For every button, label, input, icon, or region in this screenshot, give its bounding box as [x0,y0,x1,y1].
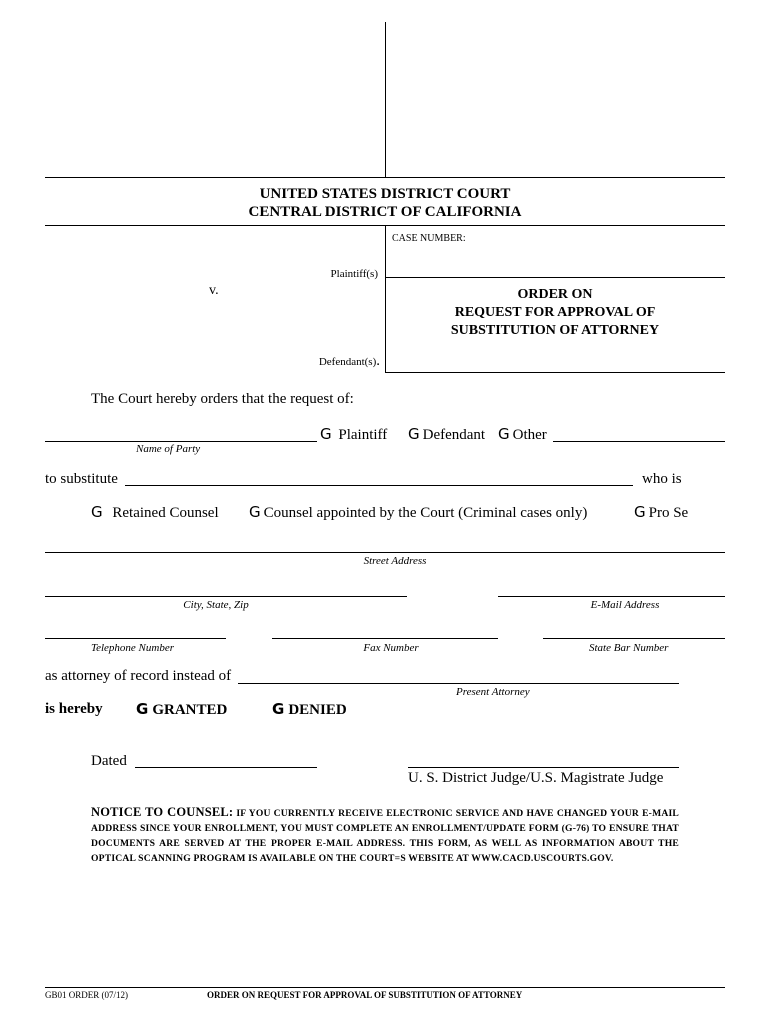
notice-to-counsel [91,805,679,866]
checkbox-pro-se[interactable]: G [634,503,646,521]
document-title-line3: SUBSTITUTION OF ATTORNEY [450,323,660,338]
caption-bottom-rule [385,372,725,373]
defendant-label [270,353,380,370]
checkbox-plaintiff[interactable]: G [320,425,332,443]
pro-se-option [634,503,688,522]
retained-counsel-option [91,503,219,522]
judge-signature-caption: U. S. District Judge/U.S. Magistrate Judge [408,770,664,786]
is-hereby-label: is hereby [45,701,103,717]
other-party-field[interactable] [553,441,725,442]
granted-label: GRANTED [152,702,228,718]
appointed-counsel-label: Counsel appointed by the Court (Criminal cases only) [263,505,588,521]
state-bar-caption: State Bar Number [589,642,669,654]
retained-counsel-label: Retained Counsel [112,505,219,521]
telephone-caption: Telephone Number [91,642,175,654]
judge-signature-field[interactable] [408,767,679,768]
who-is-label: who is [642,471,682,487]
versus-text: v. [209,283,219,298]
fax-field[interactable] [272,638,498,639]
case-number-label: CASE NUMBER: [392,233,466,244]
checkbox-defendant[interactable]: G [408,425,420,443]
party-checkbox-row [320,425,387,444]
substitute-attorney-field[interactable] [125,485,633,486]
state-bar-field[interactable] [543,638,725,639]
pro-se-label: Pro Se [648,505,689,521]
to-substitute-label: to substitute [45,471,118,487]
present-attorney-caption: Present Attorney [456,686,530,698]
footer-form-id: GB01 ORDER (07/12) [45,990,128,1000]
footer-rule [45,987,725,988]
name-of-party-caption: Name of Party [136,443,201,455]
footer-form-title: ORDER ON REQUEST FOR APPROVAL OF SUBSTITUTION OF ATTORNEY [207,990,523,1000]
present-attorney-field[interactable] [238,683,679,684]
checkbox-appointed-counsel[interactable]: G [249,503,261,521]
header-rule [45,177,725,178]
checkbox-other[interactable]: G [498,425,510,443]
denied-option [272,700,347,719]
street-address-caption: Street Address [363,555,427,567]
telephone-field[interactable] [45,638,226,639]
document-title-line2: REQUEST FOR APPROVAL OF [454,305,656,320]
city-state-zip-caption: City, State, Zip [183,599,249,611]
court-name-line1: UNITED STATES DISTRICT COURT [259,186,511,202]
court-name-line2: CENTRAL DISTRICT OF CALIFORNIA [248,204,522,220]
party-checkbox-defendant-row [408,425,485,444]
order-intro: The Court hereby orders that the request of: [91,391,354,407]
party-name-field[interactable] [45,441,317,442]
checkbox-retained-counsel[interactable]: G [91,503,103,521]
street-address-field[interactable] [45,552,725,553]
checkbox-denied[interactable]: G [272,700,285,718]
case-number-rule [385,277,725,278]
defendant-label-period: . [376,353,380,369]
plaintiff-label: Plaintiff(s) [330,268,378,280]
dated-field[interactable] [135,767,317,768]
document-title-line1: ORDER ON [517,287,593,302]
dated-label: Dated [91,753,127,769]
notice-text: IF YOU CURRENTLY RECEIVE ELECTRONIC SERVICE AND HAVE CHANGED YOUR E-MAIL ADDRESS SINCE YOUR ENROLLMENT, YOU MUST COMPLETE AN ENROLLMENT/UPDATE FORM (G-76) TO ENSURE THAT DOCUMENTS ARE SERVED AT THE PROPER E-MAIL ADDRESS. THIS FORM, AS WELL AS INFORMATION ABOUT THE OPTICAL SCANNING PROGRAM IS AVAILABLE ON THE COURT=S WEBSITE AT WWW.CACD.USCOURTS.GOV. [91,808,679,864]
plaintiff-option-label: Plaintiff [338,427,388,443]
header-divider-vertical [385,22,386,177]
defendant-option-label: Defendant [422,427,486,443]
email-field[interactable] [498,596,725,597]
fax-caption: Fax Number [363,642,419,654]
city-state-zip-field[interactable] [45,596,407,597]
granted-option [136,700,227,719]
checkbox-granted[interactable]: G [136,700,149,718]
appointed-counsel-option [249,503,587,522]
other-option-label: Other [512,427,547,443]
party-checkbox-other-row [498,425,547,444]
denied-label: DENIED [288,702,347,718]
attorney-of-record-label: as attorney of record instead of [45,668,232,684]
notice-lead: NOTICE TO COUNSEL: [91,805,234,819]
email-caption: E-Mail Address [590,599,660,611]
defendant-label-text: Defendant(s) [318,356,377,368]
